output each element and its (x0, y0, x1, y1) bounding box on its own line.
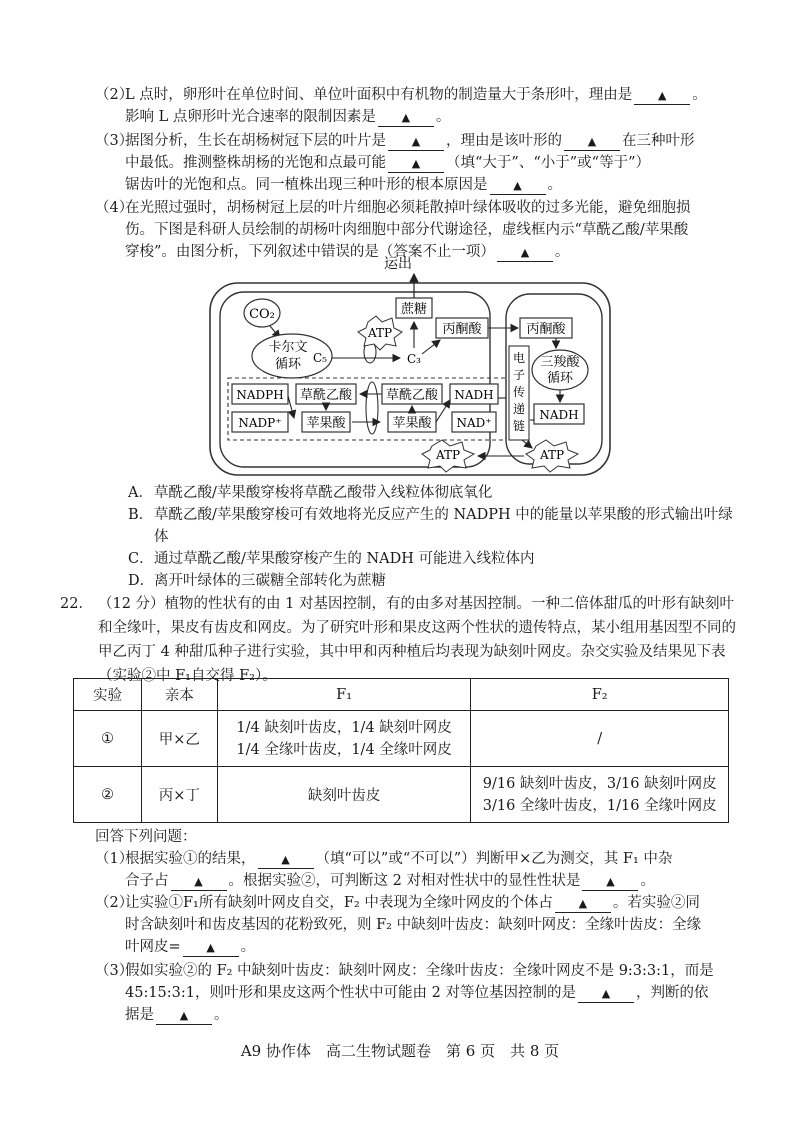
answer-blank[interactable]: ▲ (564, 133, 620, 151)
q22-sub1-text: （填“可以”或“不可以”）判断甲×乙为测交，其 F₁ 中杂 (315, 851, 673, 867)
table-header: 亲本 (141, 679, 217, 711)
q22-sub1-text: 合子占 (125, 873, 169, 889)
malate-label: 苹果酸 (392, 416, 432, 431)
page-footer: A9 协作体 高二生物试题卷 第 6 页 共 8 页 (240, 1042, 560, 1060)
exam-page: （2） L 点时，卵形叶在单位时间、单位叶面积中有机物的制造量大于条形叶，理由是 ▲ 。 影响 L 点卵形叶光合速率的限制因素是 ▲ 。 （3） 据图分析，生长在胡杨树冠下层的叶片是 ▲ ，理由是该叶形的 ▲ 在三种叶形 中最低。推测整株胡杨的光饱和点最可能 ▲ （填“大于”、“小于”或“等于”） 锯齿叶的光饱和点。同一植株出现三种叶形的根本原因是 ▲ 。 （4） 在光照过强时，胡杨树冠上层的叶片细胞必须耗散掉叶绿体吸收的过多光能，避免细胞损 伤。下图是科研人员绘制的胡杨叶肉细胞中部分代谢途径，虚线框内示“草酰乙酸/苹果酸 穿梭”。由图分析，下列叙述中错误的是（答案不止一项） ▲ 。 运出 蔗糖 CO₂ 卡尔文 循环 C₅ C₃ ATP 丙酮酸 丙酮酸 三羧酸 循环 NADH 电 子 传 递 链 ATP ATP NADPH 草酰乙酸 NADP⁺ 苹果酸 草酰乙酸 NADH 苹果酸 NAD⁺ A． 草酰乙酸/苹果酸穿梭将草酰乙酸带入线粒体彻底氧化 B． 草酰乙酸/苹果酸穿梭可有效地将光反应产生的 NADPH 中的能量以苹果酸的形式输出叶绿体 C． 通过草酰乙酸/苹果酸穿梭产生的 NADH 可能进入线粒体内 D． 离开叶绿体的三碳糖全部转化为蔗糖 22． （12 分）植物的性状有的由 1 对基因控制，有的由多对基因控制。一种二倍体甜瓜的叶形有缺刻叶和全缘叶，果皮有齿皮和网皮。为了研究叶形和果皮这两个性状的遗传特点，某小组用基因型不同的甲乙丙丁 4 种甜瓜种子进行实验，其中甲和丙种植后均表现为缺刻叶网皮。杂交实验及结果见下表（实验②中 F₁自交得 F₂）。 实验 亲本 F₁ F₂ ① 甲×乙 1/4 缺刻叶齿皮，1/4 缺刻叶网皮 1/4 全缘叶齿皮，1/4 全缘叶网皮 / ② 丙×丁 缺刻叶齿皮 9/16 缺刻叶齿皮，3/16 缺刻叶网皮 3/16 全缘叶齿皮，1/16 全缘叶网皮 回答下列问题： （1） 根据实验①的结果， ▲ （填“可以”或“不可以”）判断甲×乙为测交，其 F₁ 中杂 合子占 ▲ 。根据实验②，可判断这 2 对相对性状中的显性性状是 ▲ 。 （2） 让实验①F₁所有缺刻叶网皮自交，F₂ 中表现为全缘叶网皮的个体占 ▲ 。若实验②同 时含缺刻叶和齿皮基因的花粉致死，则 F₂ 中缺刻叶齿皮：缺刻叶网皮：全缘叶齿皮：全缘 叶网皮= ▲ 。 （3） 假如实验②的 F₂ 中缺刻叶齿皮：缺刻叶网皮：全缘叶齿皮：全缘叶网皮不是 9:3:3:1，而是 45:15:3:1，则叶形和果皮这两个性状中可能由 2 对等位基因控制的是 ▲ ，判断的依 据是 ▲ 。 A9 协作体 高二生物试题卷 第 6 页 共 8 页 (0, 0, 800, 1133)
q22-sub2-text: 叶网皮= (125, 939, 181, 955)
table-header: F₂ (471, 679, 729, 711)
answer-blank[interactable]: ▲ (555, 895, 611, 913)
q21-sub4-text: 在光照过强时，胡杨树冠上层的叶片细胞必须耗散掉叶绿体吸收的过多光能，避免细胞损 (125, 200, 691, 216)
q22-sub3-number: （3） (95, 963, 134, 979)
pyruvate-label: 丙酮酸 (442, 322, 482, 337)
q21-sub3-text: ，理由是该叶形的 (446, 133, 562, 149)
table-cell: 丙×丁 (141, 767, 217, 823)
tca-label: 循环 (546, 371, 574, 386)
atp-label: ATP (435, 448, 461, 462)
option-text: 离开叶绿体的三碳糖全部转化为蔗糖 (154, 573, 386, 589)
co2-label: CO₂ (249, 307, 275, 322)
shuttle-transporter (366, 382, 378, 434)
answer-blank[interactable]: ▲ (578, 985, 634, 1003)
etc-char: 传 (512, 385, 526, 399)
option-letter: B． (128, 507, 154, 523)
answer-blank[interactable]: ▲ (582, 873, 638, 891)
table-row (74, 767, 729, 823)
q21-sub4-number: （4） (95, 200, 134, 216)
metabolism-diagram (200, 250, 620, 480)
nadp-label: NADP⁺ (238, 416, 282, 430)
answer-blank[interactable]: ▲ (378, 109, 434, 127)
answer-blank[interactable]: ▲ (497, 244, 553, 262)
q21-sub3-text: （填“大于”、“小于”或“等于”） (446, 155, 650, 171)
oaa-label: 草酰乙酸 (299, 388, 353, 403)
table-cell (471, 767, 729, 823)
etc-char: 递 (512, 402, 526, 416)
q22-sub2-text: 。若实验②同 (612, 895, 700, 911)
tca-label: 三羧酸 (540, 355, 580, 370)
q22-sub2-text: 时含缺刻叶和齿皮基因的花粉致死，则 F₂ 中缺刻叶齿皮：缺刻叶网皮：全缘叶齿皮：全缘 (125, 917, 702, 933)
table-cell: 甲×乙 (141, 711, 217, 767)
table-cell-line: / (597, 730, 603, 747)
answer-blank[interactable]: ▲ (634, 87, 690, 105)
table-header-row (74, 679, 729, 711)
sucrose-label: 蔗糖 (400, 302, 428, 317)
table-cell-line: 3/16 全缘叶齿皮，1/16 全缘叶网皮 (482, 797, 717, 814)
atp-label: ATP (539, 448, 565, 462)
q21-sub3-text: 锯齿叶的光饱和点。同一植株出现三种叶形的根本原因是 (125, 177, 488, 193)
export-label: 运出 (384, 256, 412, 272)
q21-sub3-text: 在三种叶形 (622, 133, 695, 149)
table-cell-line: 1/4 缺刻叶齿皮，1/4 缺刻叶网皮 (236, 719, 452, 736)
q22-sub1-text: 根据实验①的结果， (125, 851, 256, 867)
answer-intro: 回答下列问题： (95, 829, 197, 845)
malate-label: 苹果酸 (306, 416, 346, 431)
q22-intro (60, 592, 748, 688)
table-header: F₁ (217, 679, 471, 711)
cross-results-table (73, 678, 729, 823)
table-cell: ② (74, 767, 142, 823)
q22-intro-text: （12 分）植物的性状有的由 1 对基因控制，有的由多对基因控制。一种二倍体甜瓜的叶形有缺刻叶和全缘叶，果皮有齿皮和网皮。为了研究叶形和果皮这两个性状的遗传特点，某小组用基因型不同的甲乙丙丁 4 种甜瓜种子进行实验，其中甲和丙种植后均表现为缺刻叶网皮。杂交实验及结果见下表（实验②中 F₁自交得 F₂）。 (98, 596, 736, 684)
q21-sub4-text: 穿梭”。由图分析，下列叙述中错误的是（答案不止一项） (125, 244, 495, 260)
etc-char: 链 (512, 419, 526, 433)
etc-char: 子 (512, 368, 526, 382)
nadh-label: NADH (454, 388, 494, 402)
q21-sub3-text: 据图分析，生长在胡杨树冠下层的叶片是 (125, 133, 386, 149)
table-cell: ① (74, 711, 142, 767)
c3-label: C₃ (407, 352, 421, 366)
answer-blank[interactable]: ▲ (183, 939, 239, 957)
option-text: 草酰乙酸/苹果酸穿梭将草酰乙酸带入线粒体彻底氧化 (154, 485, 493, 501)
table-cell-line: 9/16 缺刻叶齿皮，3/16 缺刻叶网皮 (482, 775, 717, 792)
answer-blank[interactable]: ▲ (388, 133, 444, 151)
q22-sub3-text: 45:15:3:1，则叶形和果皮这两个性状中可能由 2 对等位基因控制的是 (125, 985, 576, 1001)
oaa-label: 草酰乙酸 (385, 388, 439, 403)
nadph-label: NADPH (236, 388, 284, 402)
q22-sub3-text: ，判断的依 (635, 985, 709, 1001)
pyruvate-label: 丙酮酸 (526, 322, 566, 337)
atp-label: ATP (367, 326, 393, 340)
nadh-label: NADH (539, 408, 579, 422)
calvin-label: 循环 (274, 357, 302, 372)
q22-sub3-text: 据是 (125, 1007, 154, 1023)
q21-sub3-number: （3） (95, 133, 134, 149)
q21-sub4-text: 伤。下图是科研人员绘制的胡杨叶肉细胞中部分代谢途径，虚线框内示“草酰乙酸/苹果酸 (125, 222, 689, 238)
nad-label: NAD⁺ (456, 416, 492, 430)
table-row (74, 711, 729, 767)
option-text: 草酰乙酸/苹果酸穿梭可有效地将光反应产生的 NADPH 中的能量以苹果酸的形式输出叶绿体 (154, 507, 733, 545)
q22-sub2-text: 让实验①F₁所有缺刻叶网皮自交，F₂ 中表现为全缘叶网皮的个体占 (125, 895, 553, 911)
q22-sub1-number: （1） (95, 851, 134, 867)
q21-sub3-text: 中最低。推测整株胡杨的光饱和点最可能 (125, 155, 386, 171)
q22-sub2-number: （2） (95, 895, 134, 911)
option-letter: D． (128, 573, 155, 589)
answer-blank[interactable]: ▲ (490, 177, 546, 195)
option-text: 通过草酰乙酸/苹果酸穿梭产生的 NADH 可能进入线粒体内 (154, 551, 535, 567)
table-cell (217, 711, 471, 767)
calvin-label: 卡尔文 (268, 340, 308, 355)
q21-sub2-number: （2） (95, 87, 134, 103)
table-cell (471, 711, 729, 767)
q22-number: 22． (60, 596, 93, 612)
q22-sub1-text: 。根据实验②，可判断这 2 对相对性状中的显性性状是 (228, 873, 581, 889)
table-cell-line: 1/4 全缘叶齿皮，1/4 全缘叶网皮 (236, 741, 452, 758)
answer-blank[interactable]: ▲ (258, 851, 314, 869)
option-letter: A． (128, 485, 153, 501)
etc-char: 电 (512, 351, 526, 365)
option-letter: C． (128, 551, 154, 567)
answer-blank[interactable]: ▲ (156, 1007, 212, 1025)
q21-sub2-line2: 影响 L 点卵形叶光合速率的限制因素是 (125, 109, 376, 125)
table-cell: 缺刻叶齿皮 (217, 767, 471, 823)
q21-sub2-line1: L 点时，卵形叶在单位时间、单位叶面积中有机物的制造量大于条形叶，理由是 (125, 87, 633, 103)
answer-blank[interactable]: ▲ (171, 873, 227, 891)
answer-blank[interactable]: ▲ (388, 155, 444, 173)
table-header: 实验 (74, 679, 142, 711)
q22-sub3-text: 假如实验②的 F₂ 中缺刻叶齿皮：缺刻叶网皮：全缘叶齿皮：全缘叶网皮不是 9:3:3:1，而是 (125, 963, 714, 979)
c5-label: C₅ (313, 351, 327, 365)
